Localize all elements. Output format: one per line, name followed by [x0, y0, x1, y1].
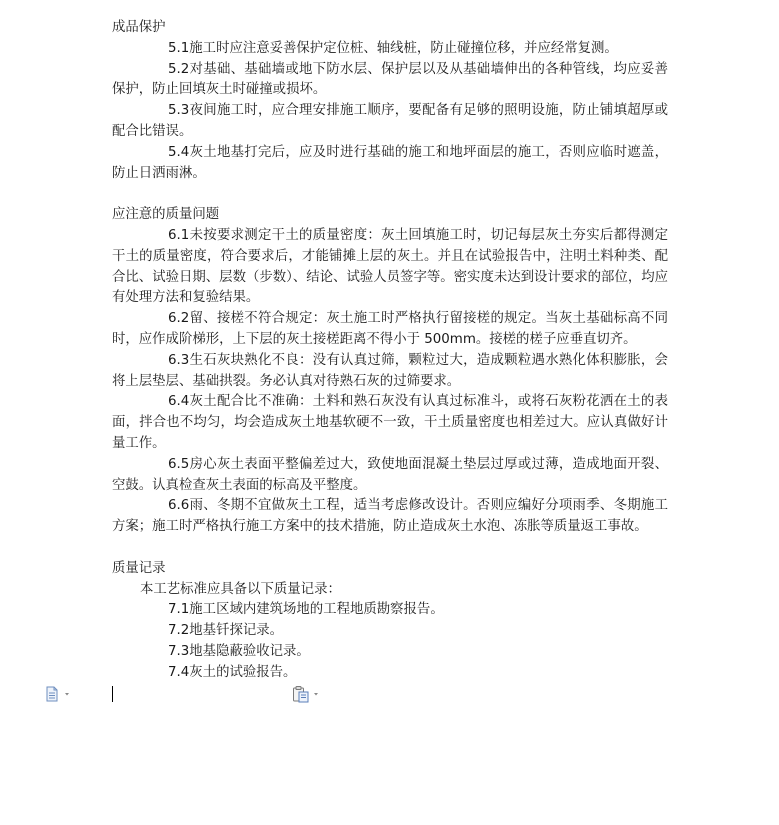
item-number: 7.2	[168, 623, 190, 639]
document-body	[112, 18, 668, 684]
section-heading-quality-records: 质量记录	[112, 560, 166, 576]
item-number: 5.3	[168, 103, 190, 119]
item-number: 6.1	[168, 227, 190, 243]
item-number: 5.2	[168, 61, 190, 77]
blank-line	[112, 184, 668, 205]
item-number: 6.4	[168, 394, 190, 410]
list-item	[112, 351, 668, 393]
paste-options-icon[interactable]	[292, 685, 324, 703]
list-item	[112, 496, 668, 538]
list-item	[112, 143, 668, 185]
item-number: 6.2	[168, 311, 190, 327]
item-text: 灰土的试验报告。	[189, 664, 297, 680]
item-number: 6.3	[168, 352, 190, 368]
document-options-icon[interactable]	[45, 686, 73, 702]
item-number: 5.1	[168, 40, 190, 56]
list-item	[112, 39, 668, 60]
item-text: 留、接槎不符合规定：灰土施工时严格执行留接槎的规定。当灰土基础标高不同时，应作成阶梯形，上下层的灰土接槎距离不得小于 500mm。接槎的槎子应垂直切齐。	[112, 311, 668, 347]
list-item	[112, 663, 668, 684]
list-item	[112, 101, 668, 143]
section-heading-quality-issues: 应注意的质量问题	[112, 207, 220, 223]
item-text: 房心灰土表面平整偏差过大，致使地面混凝土垫层过厚或过薄，造成地面开裂、空鼓。认真检查灰土表面的标高及平整度。	[112, 456, 668, 493]
item-number: 5.4	[168, 144, 190, 160]
list-item	[112, 642, 668, 663]
item-number: 7.3	[168, 643, 190, 659]
item-number: 6.6	[168, 498, 190, 514]
section-heading-protection: 成品保护	[112, 20, 166, 35]
item-text: 施工区域内建筑场地的工程地质勘察报告。	[189, 602, 444, 618]
item-text: 灰土配合比不准确：土料和熟石灰没有认真过标准斗，或将石灰粉花洒在土的表面，拌合也不均匀，均会造成灰土地基软硬不一致，干土质量密度也相差过大。应认真做好计量工作。	[112, 394, 668, 451]
list-item	[112, 226, 668, 309]
item-text: 夜间施工时，应合理安排施工顺序，要配备有足够的照明设施，防止铺填超厚或配合比错误。	[112, 103, 668, 139]
list-item	[112, 621, 668, 642]
item-number: 7.4	[168, 664, 190, 680]
item-text: 雨、冬期不宜做灰土工程，适当考虑修改设计。否则应编好分项雨季、冬期施工方案；施工时严格执行施工方案中的技术措施，防止造成灰土水泡、冻胀等质量返工事故。	[112, 498, 668, 535]
list-item	[112, 600, 668, 621]
list-item	[112, 60, 668, 102]
section-intro: 本工艺标准应具备以下质量记录：	[140, 581, 341, 597]
item-text: 未按要求测定干土的质量密度：灰土回填施工时，切记每层灰土夯实后都得测定干土的质量密度，符合要求后，才能铺摊上层的灰土。并且在试验报告中，注明土料种类、配合比、试验日期、层数（步数）、结论、试验人员签字等。密实度未达到设计要求的部位，均应有处理方法和复验结果。	[112, 227, 668, 306]
item-text: 地基隐蔽验收记录。	[189, 643, 310, 659]
item-number: 7.1	[168, 602, 190, 618]
list-item	[112, 309, 668, 351]
text-cursor	[112, 686, 113, 702]
blank-line	[112, 538, 668, 559]
item-text: 施工时应注意妥善保护定位桩、轴线桩，防止碰撞位移，并应经常复测。	[189, 40, 618, 56]
item-text: 生石灰块熟化不良：没有认真过筛，颗粒过大，造成颗粒遇水熟化体积膨胀，会将上层垫层、基础拱裂。务必认真对待熟石灰的过筛要求。	[112, 352, 668, 389]
item-number: 6.5	[168, 456, 190, 472]
list-item	[112, 455, 668, 497]
item-text: 对基础、基础墙或地下防水层、保护层以及从基础墙伸出的各种管线，均应妥善保护，防止回填灰土时碰撞或损坏。	[112, 61, 668, 98]
list-item	[112, 392, 668, 454]
item-text: 地基钎探记录。	[189, 623, 284, 639]
item-text: 灰土地基打完后，应及时进行基础的施工和地坪面层的施工，否则应临时遮盖，防止日洒雨淋。	[112, 144, 668, 181]
